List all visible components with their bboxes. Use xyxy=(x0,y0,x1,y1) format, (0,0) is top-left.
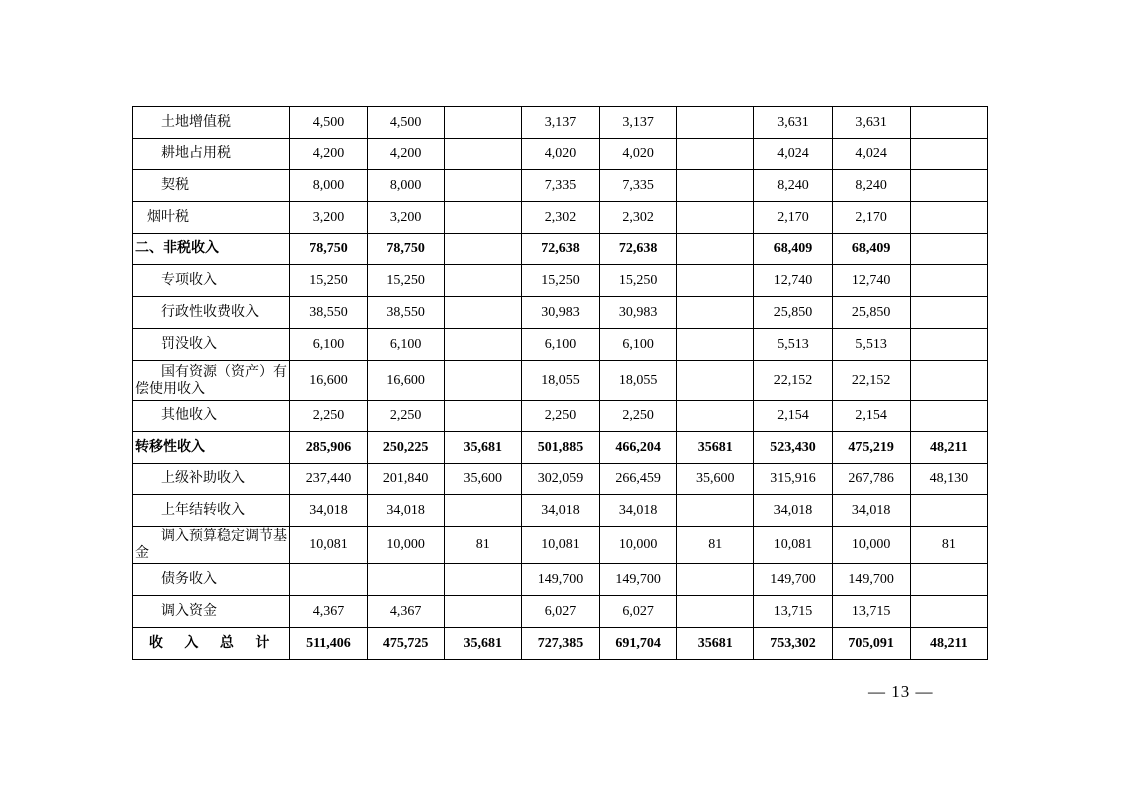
cell-value xyxy=(677,329,754,361)
cell-value: 15,250 xyxy=(600,265,677,297)
cell-value xyxy=(444,170,521,202)
table-row xyxy=(133,527,988,564)
cell-value: 15,250 xyxy=(521,265,599,297)
cell-value: 149,700 xyxy=(832,564,910,596)
cell-value: 18,055 xyxy=(600,361,677,401)
cell-value: 81 xyxy=(677,527,754,564)
cell-value: 34,018 xyxy=(600,495,677,527)
cell-value xyxy=(910,139,987,170)
cell-value: 72,638 xyxy=(521,234,599,265)
cell-value: 30,983 xyxy=(600,297,677,329)
cell-value xyxy=(444,596,521,628)
cell-value xyxy=(910,170,987,202)
cell-value xyxy=(444,361,521,401)
cell-value: 38,550 xyxy=(367,297,444,329)
cell-value xyxy=(444,564,521,596)
cell-value xyxy=(677,265,754,297)
cell-value: 149,700 xyxy=(754,564,832,596)
cell-value: 34,018 xyxy=(754,495,832,527)
cell-value: 68,409 xyxy=(754,234,832,265)
row-label: 其他收入 xyxy=(133,401,290,432)
cell-value: 315,916 xyxy=(754,464,832,495)
cell-value: 34,018 xyxy=(832,495,910,527)
cell-value: 501,885 xyxy=(521,432,599,464)
cell-value: 3,137 xyxy=(600,107,677,139)
cell-value: 475,725 xyxy=(367,628,444,660)
row-label: 调入预算稳定调节基金 xyxy=(133,527,290,564)
cell-value: 511,406 xyxy=(290,628,367,660)
cell-value xyxy=(444,495,521,527)
cell-value: 34,018 xyxy=(367,495,444,527)
cell-value: 727,385 xyxy=(521,628,599,660)
cell-value: 25,850 xyxy=(832,297,910,329)
cell-value: 48,130 xyxy=(910,464,987,495)
cell-value xyxy=(677,596,754,628)
cell-value: 35,681 xyxy=(444,432,521,464)
cell-value xyxy=(677,495,754,527)
cell-value: 2,250 xyxy=(600,401,677,432)
row-label: 债务收入 xyxy=(133,564,290,596)
page-number: — 13 — xyxy=(868,682,934,701)
row-label: 耕地占用税 xyxy=(133,139,290,170)
cell-value xyxy=(910,107,987,139)
cell-value: 5,513 xyxy=(832,329,910,361)
cell-value: 2,170 xyxy=(754,202,832,234)
cell-value: 25,850 xyxy=(754,297,832,329)
cell-value: 8,000 xyxy=(367,170,444,202)
table-row xyxy=(133,234,988,265)
row-label: 专项收入 xyxy=(133,265,290,297)
cell-value: 78,750 xyxy=(367,234,444,265)
row-label: 国有资源（资产）有偿使用收入 xyxy=(133,361,290,401)
cell-value: 4,367 xyxy=(290,596,367,628)
cell-value: 4,200 xyxy=(367,139,444,170)
cell-value: 4,024 xyxy=(754,139,832,170)
cell-value xyxy=(677,564,754,596)
cell-value: 201,840 xyxy=(367,464,444,495)
cell-value: 691,704 xyxy=(600,628,677,660)
cell-value: 302,059 xyxy=(521,464,599,495)
cell-value: 13,715 xyxy=(832,596,910,628)
cell-value: 753,302 xyxy=(754,628,832,660)
cell-value: 10,000 xyxy=(367,527,444,564)
table-row xyxy=(133,170,988,202)
cell-value: 13,715 xyxy=(754,596,832,628)
row-label: 烟叶税 xyxy=(133,202,290,234)
cell-value xyxy=(677,234,754,265)
cell-value xyxy=(444,234,521,265)
row-label: 转移性收入 xyxy=(133,432,290,464)
cell-value: 35,681 xyxy=(444,628,521,660)
table-row xyxy=(133,401,988,432)
cell-value: 2,302 xyxy=(600,202,677,234)
cell-value: 3,137 xyxy=(521,107,599,139)
cell-value xyxy=(677,202,754,234)
cell-value xyxy=(910,361,987,401)
cell-value: 466,204 xyxy=(600,432,677,464)
cell-value: 81 xyxy=(444,527,521,564)
cell-value: 3,200 xyxy=(290,202,367,234)
cell-value: 266,459 xyxy=(600,464,677,495)
cell-value: 4,020 xyxy=(600,139,677,170)
cell-value: 34,018 xyxy=(521,495,599,527)
cell-value xyxy=(677,361,754,401)
cell-value: 4,020 xyxy=(521,139,599,170)
cell-value: 10,000 xyxy=(600,527,677,564)
cell-value: 2,250 xyxy=(367,401,444,432)
cell-value: 250,225 xyxy=(367,432,444,464)
cell-value: 6,100 xyxy=(521,329,599,361)
cell-value: 38,550 xyxy=(290,297,367,329)
cell-value xyxy=(910,202,987,234)
cell-value: 4,367 xyxy=(367,596,444,628)
row-label: 上年结转收入 xyxy=(133,495,290,527)
cell-value: 16,600 xyxy=(367,361,444,401)
cell-value: 48,211 xyxy=(910,432,987,464)
cell-value: 4,200 xyxy=(290,139,367,170)
row-label: 行政性收费收入 xyxy=(133,297,290,329)
cell-value: 10,000 xyxy=(832,527,910,564)
cell-value: 10,081 xyxy=(290,527,367,564)
cell-value: 475,219 xyxy=(832,432,910,464)
table-row xyxy=(133,628,988,660)
cell-value xyxy=(444,107,521,139)
cell-value: 4,500 xyxy=(290,107,367,139)
cell-value: 18,055 xyxy=(521,361,599,401)
cell-value xyxy=(677,139,754,170)
cell-value: 237,440 xyxy=(290,464,367,495)
cell-value xyxy=(444,265,521,297)
cell-value: 7,335 xyxy=(600,170,677,202)
cell-value: 68,409 xyxy=(832,234,910,265)
cell-value xyxy=(910,596,987,628)
cell-value xyxy=(677,297,754,329)
cell-value: 149,700 xyxy=(600,564,677,596)
cell-value: 35681 xyxy=(677,628,754,660)
cell-value: 10,081 xyxy=(754,527,832,564)
cell-value: 8,240 xyxy=(832,170,910,202)
table-row xyxy=(133,107,988,139)
table-row xyxy=(133,564,988,596)
cell-value: 4,024 xyxy=(832,139,910,170)
cell-value xyxy=(444,139,521,170)
cell-value: 12,740 xyxy=(754,265,832,297)
cell-value: 3,200 xyxy=(367,202,444,234)
cell-value: 6,027 xyxy=(521,596,599,628)
cell-value xyxy=(444,401,521,432)
cell-value: 15,250 xyxy=(290,265,367,297)
row-label: 二、非税收入 xyxy=(133,234,290,265)
table-row xyxy=(133,432,988,464)
table-row xyxy=(133,596,988,628)
cell-value xyxy=(367,564,444,596)
cell-value: 6,100 xyxy=(600,329,677,361)
cell-value: 16,600 xyxy=(290,361,367,401)
cell-value: 35,600 xyxy=(677,464,754,495)
cell-value xyxy=(677,107,754,139)
cell-value: 149,700 xyxy=(521,564,599,596)
cell-value: 8,000 xyxy=(290,170,367,202)
cell-value: 267,786 xyxy=(832,464,910,495)
cell-value xyxy=(444,329,521,361)
cell-value: 2,154 xyxy=(754,401,832,432)
cell-value: 7,335 xyxy=(521,170,599,202)
row-label: 罚没收入 xyxy=(133,329,290,361)
cell-value xyxy=(290,564,367,596)
cell-value xyxy=(910,564,987,596)
table-row xyxy=(133,139,988,170)
cell-value: 22,152 xyxy=(754,361,832,401)
cell-value: 4,500 xyxy=(367,107,444,139)
cell-value xyxy=(910,297,987,329)
table-row xyxy=(133,202,988,234)
cell-value: 2,250 xyxy=(521,401,599,432)
cell-value xyxy=(444,297,521,329)
cell-value: 285,906 xyxy=(290,432,367,464)
cell-value xyxy=(677,401,754,432)
cell-value xyxy=(910,234,987,265)
cell-value: 3,631 xyxy=(754,107,832,139)
cell-value xyxy=(444,202,521,234)
cell-value: 35,600 xyxy=(444,464,521,495)
cell-value: 2,154 xyxy=(832,401,910,432)
table-row xyxy=(133,297,988,329)
row-label: 调入资金 xyxy=(133,596,290,628)
cell-value: 12,740 xyxy=(832,265,910,297)
table-row xyxy=(133,265,988,297)
cell-value xyxy=(910,495,987,527)
cell-value: 81 xyxy=(910,527,987,564)
cell-value xyxy=(910,401,987,432)
cell-value: 78,750 xyxy=(290,234,367,265)
cell-value: 2,302 xyxy=(521,202,599,234)
cell-value: 15,250 xyxy=(367,265,444,297)
table-row xyxy=(133,361,988,401)
row-label: 土地增值税 xyxy=(133,107,290,139)
row-label: 契税 xyxy=(133,170,290,202)
table-row xyxy=(133,329,988,361)
cell-value: 2,250 xyxy=(290,401,367,432)
cell-value: 10,081 xyxy=(521,527,599,564)
cell-value: 30,983 xyxy=(521,297,599,329)
cell-value: 523,430 xyxy=(754,432,832,464)
budget-revenue-table xyxy=(132,106,988,660)
cell-value: 22,152 xyxy=(832,361,910,401)
cell-value: 34,018 xyxy=(290,495,367,527)
row-label: 上级补助收入 xyxy=(133,464,290,495)
cell-value xyxy=(677,170,754,202)
cell-value: 6,100 xyxy=(367,329,444,361)
cell-value: 6,100 xyxy=(290,329,367,361)
table-row xyxy=(133,464,988,495)
cell-value: 48,211 xyxy=(910,628,987,660)
cell-value xyxy=(910,329,987,361)
cell-value: 6,027 xyxy=(600,596,677,628)
cell-value xyxy=(910,265,987,297)
table-row xyxy=(133,495,988,527)
cell-value: 2,170 xyxy=(832,202,910,234)
cell-value: 705,091 xyxy=(832,628,910,660)
row-label: 收 入 总 计 xyxy=(133,628,290,660)
cell-value: 3,631 xyxy=(832,107,910,139)
cell-value: 8,240 xyxy=(754,170,832,202)
cell-value: 72,638 xyxy=(600,234,677,265)
cell-value: 5,513 xyxy=(754,329,832,361)
cell-value: 35681 xyxy=(677,432,754,464)
